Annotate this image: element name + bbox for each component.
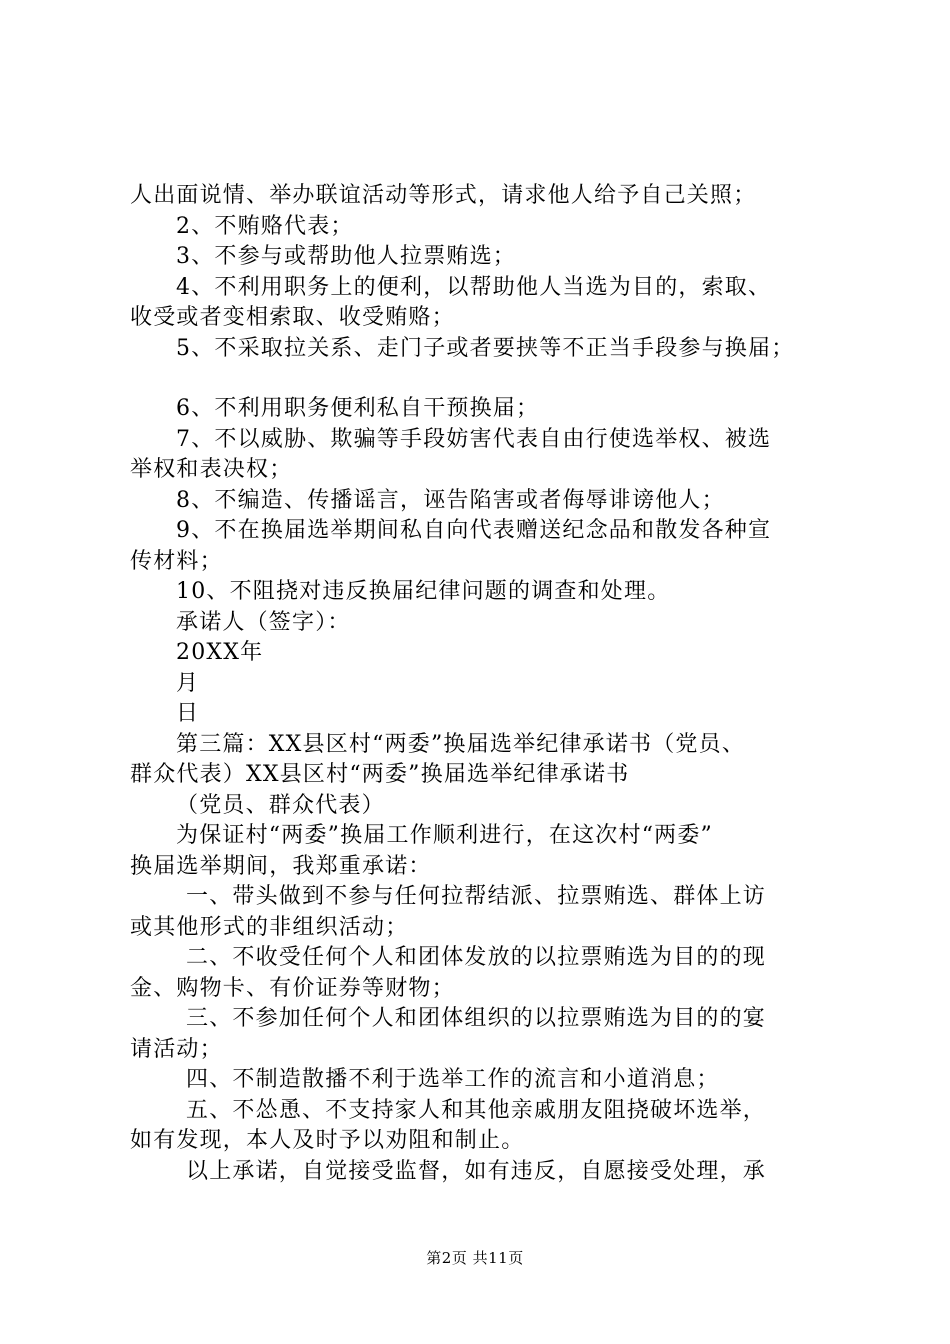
text-line: 五、不怂恿、不支持家人和其他亲戚朋友阻挠破坏选举， xyxy=(186,1097,767,1123)
section-heading: 第三篇：XX县区村“两委”换届选举纪律承诺书（党员、 xyxy=(176,731,746,757)
text-line: 7、不以威胁、欺骗等手段妨害代表自由行使选举权、被选 xyxy=(176,426,772,452)
text-line: 举权和表决权； xyxy=(130,457,293,482)
date-day: 日 xyxy=(176,701,200,726)
text-line: 请活动； xyxy=(130,1036,223,1062)
text-line: 3、不参与或帮助他人拉票贿选； xyxy=(176,244,516,269)
section-subtitle: （党员、群众代表） xyxy=(176,792,385,818)
text-line: 6、不利用职务便利私自干预换届； xyxy=(176,396,540,421)
text-line: 2、不贿赂代表； xyxy=(176,213,354,239)
date-year: 20XX年 xyxy=(176,640,264,665)
section-heading-cont: 群众代表）XX县区村“两委”换届选举纪律承诺书 xyxy=(130,762,630,787)
text-line: 4、不利用职务上的便利，以帮助他人当选为目的，索取、 xyxy=(176,274,772,300)
text-line: 9、不在换届选举期间私自向代表赠送纪念品和散发各种宣 xyxy=(176,518,772,543)
signature-label: 承诺人（签字）： xyxy=(176,609,351,635)
text-line: 换届选举期间，我郑重承诺： xyxy=(130,853,432,879)
text-line: 收受或者变相索取、收受贿赂； xyxy=(130,305,455,330)
text-line: 金、购物卡、有价证券等财物； xyxy=(130,975,455,1001)
text-line: 为保证村“两委”换届工作顺利进行，在这次村“两委” xyxy=(176,823,713,848)
text-line: 四、不制造散播不利于选举工作的流言和小道消息； xyxy=(186,1067,720,1092)
text-line: 8、不编造、传播谣言，诬告陷害或者侮辱诽谤他人； xyxy=(176,487,725,513)
text-line: 以上承诺，自觉接受监督，如有违反，自愿接受处理，承 xyxy=(186,1158,767,1184)
text-line: 一、带头做到不参与任何拉帮结派、拉票贿选、群体上访 xyxy=(186,884,767,909)
text-line: 10、不阻挠对违反换届纪律问题的调查和处理。 xyxy=(176,579,671,604)
text-line: 二、不收受任何个人和团体发放的以拉票贿选为目的的现 xyxy=(186,945,767,970)
text-line: 5、不采取拉关系、走门子或者要挟等不正当手段参与换届； xyxy=(176,335,795,361)
text-line: 传材料； xyxy=(130,548,223,574)
text-line: 或其他形式的非组织活动； xyxy=(130,914,409,940)
text-line: 人出面说情、举办联谊活动等形式，请求他人给予自己关照； xyxy=(130,183,757,208)
text-line: 三、不参加任何个人和团体组织的以拉票贿选为目的的宴 xyxy=(186,1006,767,1031)
page-number-footer: 第2页 共11页 xyxy=(426,1249,524,1267)
date-month: 月 xyxy=(176,670,200,696)
paragraph-gap xyxy=(130,364,830,394)
document-body xyxy=(130,181,830,1187)
text-line: 如有发现，本人及时予以劝阻和制止。 xyxy=(130,1128,525,1153)
